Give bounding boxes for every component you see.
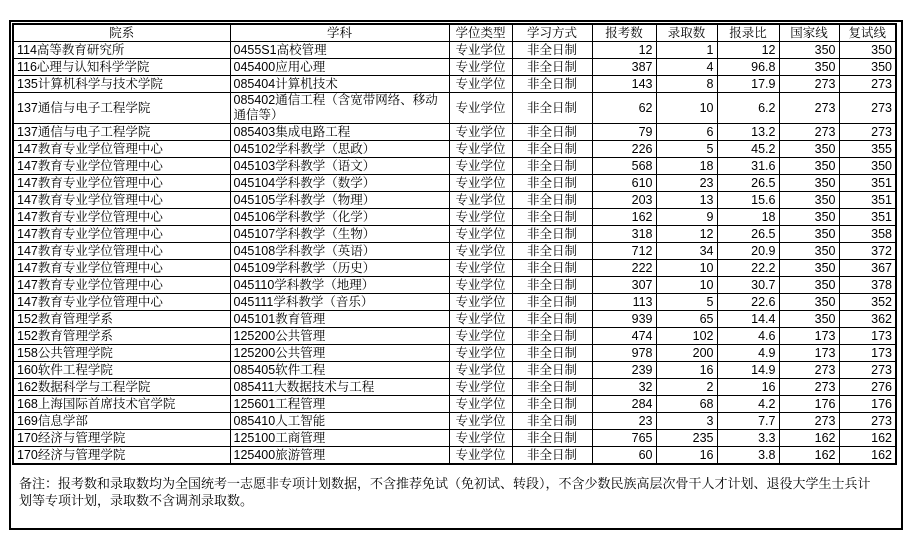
table-row	[13, 294, 896, 311]
cell-applicants: 226	[592, 141, 656, 158]
cell-degree_type: 专业学位	[449, 141, 512, 158]
admissions-table	[12, 23, 897, 465]
cell-subject: 045106学科教学（化学）	[230, 209, 449, 226]
cell-degree_type: 专业学位	[449, 76, 512, 93]
cell-admitted: 10	[656, 260, 717, 277]
cell-applicants: 610	[592, 175, 656, 192]
cell-national_line: 173	[779, 345, 839, 362]
table-row	[13, 59, 896, 76]
cell-study_mode: 非全日制	[512, 141, 592, 158]
cell-degree_type: 专业学位	[449, 328, 512, 345]
cell-admitted: 23	[656, 175, 717, 192]
cell-admitted: 16	[656, 447, 717, 465]
cell-degree_type: 专业学位	[449, 226, 512, 243]
cell-national_line: 273	[779, 76, 839, 93]
cell-degree_type: 专业学位	[449, 413, 512, 430]
table-row	[13, 192, 896, 209]
cell-subject: 045110学科教学（地理）	[230, 277, 449, 294]
table-row	[13, 260, 896, 277]
cell-dept: 147教育专业学位管理中心	[13, 158, 230, 175]
cell-dept: 147教育专业学位管理中心	[13, 294, 230, 311]
cell-admitted: 13	[656, 192, 717, 209]
cell-retest_line: 358	[839, 226, 896, 243]
cell-subject: 045104学科教学（数学）	[230, 175, 449, 192]
cell-ratio: 22.2	[717, 260, 779, 277]
cell-admitted: 5	[656, 141, 717, 158]
cell-study_mode: 非全日制	[512, 93, 592, 124]
cell-national_line: 273	[779, 362, 839, 379]
cell-retest_line: 367	[839, 260, 896, 277]
cell-applicants: 113	[592, 294, 656, 311]
cell-retest_line: 352	[839, 294, 896, 311]
cell-national_line: 273	[779, 379, 839, 396]
cell-dept: 170经济与管理学院	[13, 430, 230, 447]
cell-admitted: 65	[656, 311, 717, 328]
cell-admitted: 200	[656, 345, 717, 362]
cell-dept: 147教育专业学位管理中心	[13, 260, 230, 277]
cell-retest_line: 273	[839, 93, 896, 124]
cell-dept: 137通信与电子工程学院	[13, 124, 230, 141]
cell-ratio: 14.9	[717, 362, 779, 379]
table-row	[13, 345, 896, 362]
cell-ratio: 16	[717, 379, 779, 396]
cell-retest_line: 350	[839, 59, 896, 76]
footnote: 备注：报考数和录取数均为全国统考一志愿非专项计划数据，不含推荐免试（免初试、转段），不含少数民族高层次骨干人才计划、退役大学生士兵计划等专项计划，录取数不含调剂录取数。	[19, 476, 871, 508]
cell-study_mode: 非全日制	[512, 226, 592, 243]
cell-applicants: 939	[592, 311, 656, 328]
table-row	[13, 175, 896, 192]
cell-ratio: 7.7	[717, 413, 779, 430]
cell-ratio: 96.8	[717, 59, 779, 76]
cell-retest_line: 362	[839, 311, 896, 328]
cell-admitted: 5	[656, 294, 717, 311]
cell-subject: 125200公共管理	[230, 328, 449, 345]
cell-ratio: 22.6	[717, 294, 779, 311]
cell-dept: 152教育管理学系	[13, 311, 230, 328]
cell-national_line: 350	[779, 294, 839, 311]
cell-admitted: 9	[656, 209, 717, 226]
cell-study_mode: 非全日制	[512, 175, 592, 192]
table-row	[13, 413, 896, 430]
cell-admitted: 6	[656, 124, 717, 141]
cell-study_mode: 非全日制	[512, 447, 592, 465]
cell-degree_type: 专业学位	[449, 311, 512, 328]
cell-subject: 045108学科教学（英语）	[230, 243, 449, 260]
table-row	[13, 430, 896, 447]
cell-ratio: 31.6	[717, 158, 779, 175]
cell-national_line: 350	[779, 192, 839, 209]
table-row	[13, 158, 896, 175]
cell-subject: 045111学科教学（音乐）	[230, 294, 449, 311]
cell-ratio: 15.6	[717, 192, 779, 209]
table-row	[13, 277, 896, 294]
cell-ratio: 18	[717, 209, 779, 226]
cell-degree_type: 专业学位	[449, 42, 512, 59]
cell-admitted: 235	[656, 430, 717, 447]
cell-applicants: 143	[592, 76, 656, 93]
cell-study_mode: 非全日制	[512, 413, 592, 430]
cell-ratio: 13.2	[717, 124, 779, 141]
cell-admitted: 2	[656, 379, 717, 396]
table-row	[13, 42, 896, 59]
cell-ratio: 4.6	[717, 328, 779, 345]
table-row	[13, 243, 896, 260]
cell-national_line: 273	[779, 124, 839, 141]
cell-admitted: 34	[656, 243, 717, 260]
cell-retest_line: 273	[839, 413, 896, 430]
cell-ratio: 3.8	[717, 447, 779, 465]
cell-retest_line: 162	[839, 430, 896, 447]
cell-applicants: 568	[592, 158, 656, 175]
cell-dept: 160软件工程学院	[13, 362, 230, 379]
cell-study_mode: 非全日制	[512, 76, 592, 93]
cell-study_mode: 非全日制	[512, 277, 592, 294]
cell-retest_line: 378	[839, 277, 896, 294]
cell-study_mode: 非全日制	[512, 379, 592, 396]
col-header-applicants: 报考数	[592, 24, 656, 42]
cell-applicants: 32	[592, 379, 656, 396]
cell-dept: 147教育专业学位管理中心	[13, 175, 230, 192]
cell-dept: 168上海国际首席技术官学院	[13, 396, 230, 413]
cell-subject: 085405软件工程	[230, 362, 449, 379]
cell-national_line: 350	[779, 175, 839, 192]
cell-degree_type: 专业学位	[449, 59, 512, 76]
cell-degree_type: 专业学位	[449, 379, 512, 396]
cell-retest_line: 355	[839, 141, 896, 158]
cell-study_mode: 非全日制	[512, 192, 592, 209]
cell-degree_type: 专业学位	[449, 243, 512, 260]
table-row	[13, 396, 896, 413]
cell-national_line: 350	[779, 277, 839, 294]
cell-subject: 0455S1高校管理	[230, 42, 449, 59]
cell-study_mode: 非全日制	[512, 158, 592, 175]
cell-dept: 170经济与管理学院	[13, 447, 230, 465]
cell-admitted: 10	[656, 277, 717, 294]
cell-degree_type: 专业学位	[449, 362, 512, 379]
cell-degree_type: 专业学位	[449, 396, 512, 413]
cell-national_line: 162	[779, 430, 839, 447]
cell-subject: 125200公共管理	[230, 345, 449, 362]
cell-national_line: 350	[779, 141, 839, 158]
cell-ratio: 14.4	[717, 311, 779, 328]
cell-retest_line: 273	[839, 76, 896, 93]
cell-study_mode: 非全日制	[512, 328, 592, 345]
cell-dept: 147教育专业学位管理中心	[13, 192, 230, 209]
cell-applicants: 765	[592, 430, 656, 447]
cell-study_mode: 非全日制	[512, 345, 592, 362]
cell-degree_type: 专业学位	[449, 158, 512, 175]
cell-degree_type: 专业学位	[449, 447, 512, 465]
cell-applicants: 12	[592, 42, 656, 59]
cell-ratio: 12	[717, 42, 779, 59]
cell-admitted: 18	[656, 158, 717, 175]
cell-applicants: 712	[592, 243, 656, 260]
cell-subject: 125100工商管理	[230, 430, 449, 447]
cell-study_mode: 非全日制	[512, 124, 592, 141]
cell-applicants: 23	[592, 413, 656, 430]
cell-admitted: 10	[656, 93, 717, 124]
cell-dept: 147教育专业学位管理中心	[13, 243, 230, 260]
cell-applicants: 203	[592, 192, 656, 209]
table-row	[13, 124, 896, 141]
col-header-subject: 学科	[230, 24, 449, 42]
cell-dept: 162数据科学与工程学院	[13, 379, 230, 396]
cell-subject: 045107学科教学（生物）	[230, 226, 449, 243]
cell-study_mode: 非全日制	[512, 362, 592, 379]
cell-dept: 147教育专业学位管理中心	[13, 141, 230, 158]
cell-retest_line: 273	[839, 362, 896, 379]
cell-applicants: 474	[592, 328, 656, 345]
table-row	[13, 379, 896, 396]
document-frame	[9, 20, 903, 530]
cell-retest_line: 351	[839, 209, 896, 226]
cell-degree_type: 专业学位	[449, 209, 512, 226]
cell-applicants: 307	[592, 277, 656, 294]
cell-degree_type: 专业学位	[449, 277, 512, 294]
cell-admitted: 12	[656, 226, 717, 243]
col-header-dept: 院系	[13, 24, 230, 42]
cell-retest_line: 351	[839, 175, 896, 192]
cell-study_mode: 非全日制	[512, 430, 592, 447]
cell-dept: 116心理与认知科学学院	[13, 59, 230, 76]
cell-dept: 152教育管理学系	[13, 328, 230, 345]
cell-subject: 125400旅游管理	[230, 447, 449, 465]
cell-admitted: 4	[656, 59, 717, 76]
cell-national_line: 350	[779, 42, 839, 59]
cell-national_line: 173	[779, 328, 839, 345]
cell-dept: 135计算机科学与技术学院	[13, 76, 230, 93]
cell-ratio: 45.2	[717, 141, 779, 158]
table-row	[13, 209, 896, 226]
cell-study_mode: 非全日制	[512, 396, 592, 413]
cell-admitted: 1	[656, 42, 717, 59]
cell-retest_line: 273	[839, 124, 896, 141]
cell-retest_line: 173	[839, 345, 896, 362]
cell-retest_line: 350	[839, 42, 896, 59]
cell-applicants: 978	[592, 345, 656, 362]
cell-retest_line: 350	[839, 158, 896, 175]
table-row	[13, 226, 896, 243]
table-row	[13, 93, 896, 124]
table-row	[13, 362, 896, 379]
cell-ratio: 4.9	[717, 345, 779, 362]
cell-applicants: 239	[592, 362, 656, 379]
cell-study_mode: 非全日制	[512, 260, 592, 277]
cell-degree_type: 专业学位	[449, 192, 512, 209]
cell-retest_line: 372	[839, 243, 896, 260]
col-header-retest-line: 复试线	[839, 24, 896, 42]
cell-subject: 085402通信工程（含宽带网络、移动通信等）	[230, 93, 449, 124]
table-row	[13, 311, 896, 328]
cell-national_line: 350	[779, 260, 839, 277]
cell-retest_line: 351	[839, 192, 896, 209]
cell-admitted: 3	[656, 413, 717, 430]
cell-national_line: 350	[779, 226, 839, 243]
cell-ratio: 17.9	[717, 76, 779, 93]
cell-applicants: 284	[592, 396, 656, 413]
cell-national_line: 350	[779, 311, 839, 328]
cell-ratio: 26.5	[717, 226, 779, 243]
cell-subject: 125601工程管理	[230, 396, 449, 413]
cell-subject: 085410人工智能	[230, 413, 449, 430]
cell-ratio: 3.3	[717, 430, 779, 447]
cell-dept: 137通信与电子工程学院	[13, 93, 230, 124]
cell-dept: 114高等教育研究所	[13, 42, 230, 59]
cell-dept: 169信息学部	[13, 413, 230, 430]
cell-subject: 045101教育管理	[230, 311, 449, 328]
cell-dept: 147教育专业学位管理中心	[13, 226, 230, 243]
cell-ratio: 30.7	[717, 277, 779, 294]
cell-subject: 045102学科教学（思政）	[230, 141, 449, 158]
cell-degree_type: 专业学位	[449, 124, 512, 141]
cell-subject: 085411大数据技术与工程	[230, 379, 449, 396]
cell-study_mode: 非全日制	[512, 311, 592, 328]
cell-degree_type: 专业学位	[449, 93, 512, 124]
cell-national_line: 350	[779, 59, 839, 76]
cell-subject: 045105学科教学（物理）	[230, 192, 449, 209]
table-row	[13, 447, 896, 465]
cell-dept: 147教育专业学位管理中心	[13, 209, 230, 226]
cell-national_line: 350	[779, 209, 839, 226]
table-header-row	[13, 24, 896, 42]
cell-subject: 045400应用心理	[230, 59, 449, 76]
cell-national_line: 350	[779, 158, 839, 175]
cell-study_mode: 非全日制	[512, 209, 592, 226]
table-row	[13, 141, 896, 158]
cell-degree_type: 专业学位	[449, 294, 512, 311]
cell-subject: 045109学科教学（历史）	[230, 260, 449, 277]
col-header-study-mode: 学习方式	[512, 24, 592, 42]
cell-national_line: 162	[779, 447, 839, 465]
cell-national_line: 176	[779, 396, 839, 413]
cell-ratio: 20.9	[717, 243, 779, 260]
cell-applicants: 62	[592, 93, 656, 124]
table-row	[13, 328, 896, 345]
cell-subject: 085404计算机技术	[230, 76, 449, 93]
cell-national_line: 273	[779, 413, 839, 430]
cell-applicants: 79	[592, 124, 656, 141]
cell-study_mode: 非全日制	[512, 243, 592, 260]
cell-applicants: 60	[592, 447, 656, 465]
col-header-degree-type: 学位类型	[449, 24, 512, 42]
cell-admitted: 68	[656, 396, 717, 413]
cell-degree_type: 专业学位	[449, 175, 512, 192]
cell-applicants: 162	[592, 209, 656, 226]
table-row	[13, 76, 896, 93]
cell-admitted: 16	[656, 362, 717, 379]
table-body	[13, 42, 896, 465]
cell-degree_type: 专业学位	[449, 430, 512, 447]
cell-ratio: 6.2	[717, 93, 779, 124]
col-header-admitted: 录取数	[656, 24, 717, 42]
cell-subject: 045103学科教学（语文）	[230, 158, 449, 175]
cell-degree_type: 专业学位	[449, 260, 512, 277]
cell-ratio: 26.5	[717, 175, 779, 192]
cell-retest_line: 173	[839, 328, 896, 345]
cell-degree_type: 专业学位	[449, 345, 512, 362]
cell-retest_line: 276	[839, 379, 896, 396]
cell-retest_line: 162	[839, 447, 896, 465]
cell-national_line: 350	[779, 243, 839, 260]
cell-subject: 085403集成电路工程	[230, 124, 449, 141]
cell-retest_line: 176	[839, 396, 896, 413]
cell-dept: 147教育专业学位管理中心	[13, 277, 230, 294]
cell-ratio: 4.2	[717, 396, 779, 413]
cell-applicants: 318	[592, 226, 656, 243]
cell-national_line: 273	[779, 93, 839, 124]
cell-study_mode: 非全日制	[512, 294, 592, 311]
cell-admitted: 102	[656, 328, 717, 345]
cell-applicants: 387	[592, 59, 656, 76]
col-header-national-line: 国家线	[779, 24, 839, 42]
cell-admitted: 8	[656, 76, 717, 93]
cell-applicants: 222	[592, 260, 656, 277]
cell-study_mode: 非全日制	[512, 59, 592, 76]
cell-study_mode: 非全日制	[512, 42, 592, 59]
cell-dept: 158公共管理学院	[13, 345, 230, 362]
col-header-ratio: 报录比	[717, 24, 779, 42]
